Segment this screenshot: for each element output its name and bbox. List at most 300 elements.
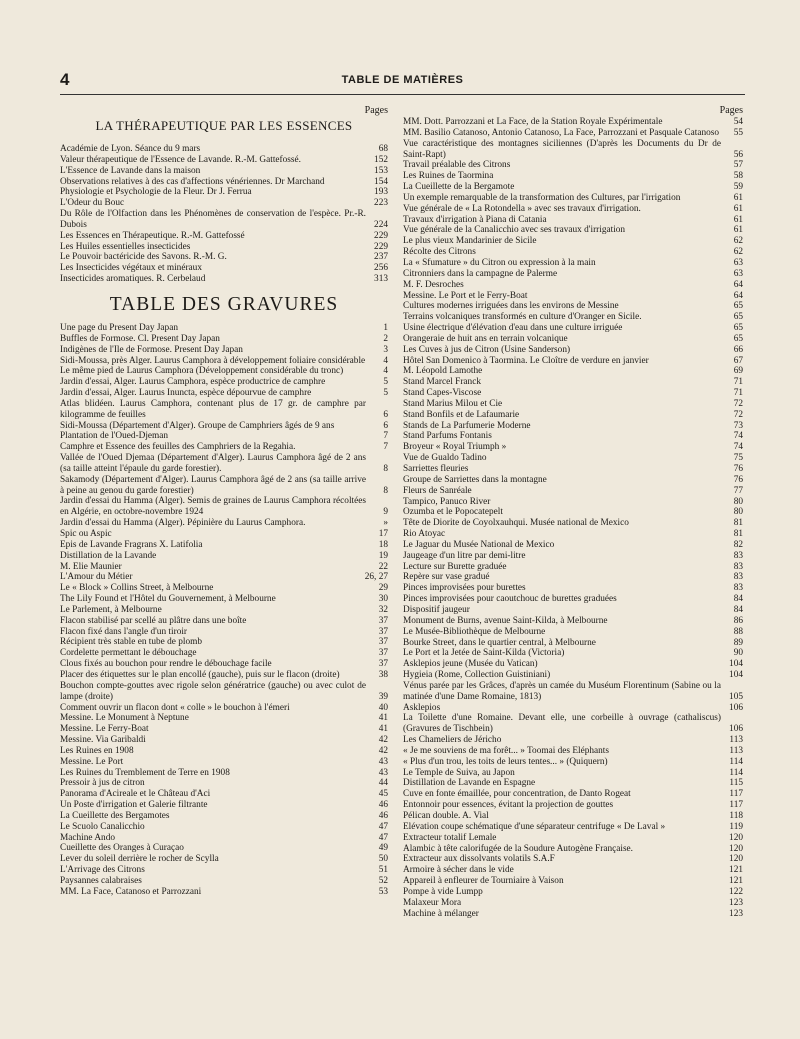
- toc-entry: [60, 746, 388, 757]
- entry-page-number: 40: [378, 702, 388, 713]
- toc-entry: [403, 442, 743, 453]
- entry-title: Insecticides aromatiques. R. Cerbelaud: [60, 274, 206, 285]
- entry-title: Vallée de l'Oued Djemaa (Département d'Alger). Laurus Camphora âgé de 2 ans (sa taille atteint l'épaule du garde forestier).: [60, 453, 366, 474]
- toc-entry: [403, 778, 743, 789]
- entry-page-number: 115: [729, 778, 743, 789]
- toc-entry: [60, 144, 388, 155]
- toc-entry: [403, 215, 743, 226]
- entry-title: « Je me souviens de ma forêt... » Toomai des Eléphants: [403, 745, 609, 756]
- entry-title: Les Cuves à jus de Citron (Usine Sanderson): [403, 344, 571, 355]
- toc-entry: [403, 735, 743, 746]
- toc-entry: [403, 757, 743, 768]
- entry-page-number: 49: [378, 843, 388, 854]
- entry-title: Stand Marius Milou et Cie: [403, 398, 503, 409]
- entry-title: Extracteur aux dissolvants volatils S.A.F: [403, 854, 555, 865]
- entry-title: Flacon fixé dans l'angle d'un tiroir: [60, 626, 188, 637]
- entry-title: Terrains volcaniques transformés en culture d'Oranger en Sicile.: [403, 312, 642, 323]
- entry-title: Vue caractéristique des montagnes siciliennes (D'après les Documents du Dr de Saint-Rapt): [403, 138, 721, 160]
- toc-entry: [403, 334, 743, 345]
- left-column: [60, 104, 388, 898]
- essences-list: [60, 144, 388, 285]
- toc-entry: [403, 562, 743, 573]
- toc-entry: [60, 166, 388, 177]
- entry-title: Elévation coupe schématique d'une séparateur centrifuge « De Laval »: [403, 821, 666, 832]
- toc-entry: [403, 789, 743, 800]
- entry-page-number: 26, 27: [364, 572, 388, 583]
- entry-title: Usine électrique d'élévation d'eau dans une culture irriguée: [403, 323, 623, 334]
- entry-page-number: 29: [378, 583, 388, 594]
- entry-page-number: 42: [378, 745, 388, 756]
- toc-entry: [403, 486, 743, 497]
- toc-entry: [403, 648, 743, 659]
- entry-page-number: 65: [733, 301, 743, 312]
- toc-entry: [60, 735, 388, 746]
- toc-entry: [403, 388, 743, 399]
- entry-page-number: 81: [733, 518, 743, 529]
- entry-title: Un Poste d'irrigation et Galerie filtrante: [60, 800, 208, 811]
- entry-page-number: 118: [729, 811, 743, 821]
- entry-page-number: 86: [733, 615, 743, 626]
- gravures-title: TABLE DES GRAVURES: [109, 293, 339, 315]
- entry-title: Messine. Le Ferry-Boat: [60, 724, 149, 735]
- entry-page-number: 121: [729, 865, 743, 876]
- entry-page-number: 152: [374, 154, 388, 165]
- entry-page-number: 256: [374, 263, 388, 274]
- toc-entry: [403, 713, 743, 735]
- toc-entry: [403, 204, 743, 215]
- toc-entry: [60, 637, 388, 648]
- entry-page-number: 106: [729, 724, 743, 735]
- entry-title: Le Pouvoir bactéricide des Savons. R.-M. G.: [60, 252, 227, 263]
- entry-page-number: 66: [733, 344, 743, 355]
- entry-title: Cordelette permettant le débouchage: [60, 648, 197, 659]
- entry-title: La Toilette d'une Romaine. Devant elle, une corbeille à ouvrage (cathaliscus) (Gravures de Tischbein): [403, 713, 721, 735]
- entry-title: Bourke Street, dans le quartier central, à Melbourne: [403, 637, 596, 648]
- entry-title: Plantation de l'Oued-Djeman: [60, 431, 169, 442]
- entry-title: Extracteur totalif Lemale: [403, 832, 497, 843]
- entry-page-number: 47: [378, 821, 388, 832]
- entry-page-number: 54: [733, 117, 743, 127]
- entry-page-number: 76: [733, 464, 743, 474]
- toc-entry: [60, 659, 388, 670]
- toc-entry: [60, 529, 388, 540]
- entry-page-number: 81: [733, 529, 743, 540]
- entry-page-number: 83: [733, 550, 743, 561]
- entry-title: Messine. Via Garibaldi: [60, 735, 146, 746]
- toc-entry: [403, 583, 743, 594]
- entry-page-number: 114: [729, 756, 743, 767]
- toc-entry: [60, 431, 388, 442]
- entry-page-number: 58: [733, 171, 743, 182]
- pages-label: Pages: [364, 105, 388, 116]
- toc-entry: [60, 231, 388, 242]
- toc-entry: [403, 301, 743, 312]
- entry-title: Dispositif jaugeur: [403, 604, 470, 615]
- entry-page-number: 104: [729, 659, 743, 670]
- toc-entry: [403, 540, 743, 551]
- toc-entry: [60, 670, 388, 681]
- toc-entry: [403, 139, 743, 161]
- entry-page-number: 84: [733, 604, 743, 615]
- entry-page-number: 55: [733, 127, 743, 138]
- entry-page-number: 57: [733, 160, 743, 171]
- entry-title: Armoire à sécher dans le vide: [403, 865, 514, 876]
- toc-entry: [60, 594, 388, 605]
- entry-page-number: 229: [374, 230, 388, 241]
- entry-title: « Plus d'un trou, les toits de leurs tentes... » (Quiquern): [403, 756, 608, 767]
- entry-title: Les Ruines en 1908: [60, 745, 134, 756]
- entry-title: Du Rôle de l'Olfaction dans les Phénomènes de conservation de l'espèce. Pr.-R. Dubois: [60, 209, 366, 230]
- entry-page-number: 65: [733, 333, 743, 344]
- toc-entry: [403, 269, 743, 280]
- toc-entry: [403, 291, 743, 302]
- toc-entry: [60, 242, 388, 253]
- entry-title: Messine. Le Port: [60, 756, 124, 767]
- entry-title: Entonnoir pour essences, évitant la projection de gouttes: [403, 800, 614, 811]
- toc-entry: [403, 833, 743, 844]
- toc-entry: [403, 627, 743, 638]
- toc-entry: [403, 507, 743, 518]
- entry-page-number: 3: [383, 344, 388, 355]
- toc-entry: [60, 562, 388, 573]
- toc-entry: [403, 811, 743, 822]
- toc-entry: [403, 117, 743, 128]
- entry-title: La « Sfumature » du Citron ou expression à la main: [403, 257, 596, 268]
- entry-page-number: 4: [383, 355, 388, 366]
- entry-page-number: 84: [733, 594, 743, 605]
- toc-entry: [403, 453, 743, 464]
- toc-entry: [403, 323, 743, 334]
- entry-title: Indigènes de l'Ile de Formose. Present Day Japan: [60, 344, 243, 355]
- toc-entry: [60, 887, 388, 898]
- toc-entry: [403, 431, 743, 442]
- entry-title: Bouchon compte-gouttes avec rigole selon génératrice (gauche) ou avec culot de lampe (droite): [60, 680, 366, 702]
- entry-title: Jardin d'essai, Alger. Laurus Camphora, espèce productrice de camphre: [60, 377, 326, 388]
- gravures-list-continued: [403, 117, 743, 919]
- entry-title: MM. La Face, Catanoso et Parrozzani: [60, 886, 202, 897]
- entry-page-number: 71: [733, 377, 743, 388]
- entry-title: Sarriettes fleuries: [403, 464, 469, 474]
- entry-title: Malaxeur Mora: [403, 897, 462, 908]
- entry-page-number: 6: [383, 409, 388, 420]
- entry-title: Pressoir à jus de citron: [60, 778, 145, 789]
- entry-page-number: 42: [378, 735, 388, 746]
- toc-entry: [403, 605, 743, 616]
- entry-page-number: 18: [378, 539, 388, 550]
- entry-page-number: 113: [729, 735, 743, 746]
- entry-page-number: 61: [733, 192, 743, 203]
- entry-title: Lever du soleil derrière le rocher de Scylla: [60, 854, 219, 865]
- toc-entry: [403, 887, 743, 898]
- entry-page-number: 37: [378, 648, 388, 659]
- toc-entry: [403, 356, 743, 367]
- entry-title: Un exemple remarquable de la transformation des Cultures, par l'irrigation: [403, 192, 681, 203]
- toc-entry: [60, 155, 388, 166]
- entry-title: Citronniers dans la campagne de Palerme: [403, 268, 558, 279]
- toc-entry: [403, 366, 743, 377]
- toc-entry: [60, 496, 388, 518]
- entry-page-number: 80: [733, 507, 743, 518]
- toc-entry: [403, 312, 743, 323]
- toc-entry: [403, 160, 743, 171]
- entry-page-number: 41: [378, 713, 388, 724]
- toc-entry: [403, 898, 743, 909]
- toc-entry: [403, 865, 743, 876]
- entry-title: Travail préalable des Citrons: [403, 160, 511, 171]
- toc-entry: [403, 768, 743, 779]
- entry-page-number: 69: [733, 366, 743, 377]
- entry-title: Le Jaguar du Musée National de Mexico: [403, 539, 555, 550]
- entry-title: Académie de Lyon. Séance du 9 mars: [60, 144, 201, 154]
- entry-title: Le Temple de Suiva, au Japon: [403, 767, 515, 778]
- entry-page-number: 43: [378, 756, 388, 767]
- running-header: [60, 70, 745, 95]
- toc-entry: [403, 659, 743, 670]
- toc-entry: [403, 345, 743, 356]
- entry-page-number: 123: [729, 908, 743, 919]
- toc-entry: [403, 193, 743, 204]
- entry-page-number: 22: [378, 561, 388, 572]
- entry-page-number: 117: [729, 800, 743, 811]
- entry-page-number: 68: [378, 144, 388, 154]
- entry-title: Orangeraie de huit ans en terrain volcanique: [403, 333, 568, 344]
- entry-page-number: 56: [733, 149, 743, 160]
- toc-entry: [403, 464, 743, 475]
- toc-entry: [403, 280, 743, 291]
- toc-entry: [60, 252, 388, 263]
- entry-title: Ozumba et le Popocatepelt: [403, 507, 503, 518]
- toc-entry: [403, 616, 743, 627]
- entry-page-number: 122: [729, 886, 743, 897]
- toc-entry: [403, 171, 743, 182]
- pages-label: Pages: [719, 105, 743, 116]
- entry-title: Travaux d'irrigation à Piana di Catania: [403, 214, 547, 225]
- entry-page-number: 193: [374, 187, 388, 198]
- toc-entry: [403, 746, 743, 757]
- entry-page-number: 73: [733, 420, 743, 431]
- entry-page-number: 106: [729, 702, 743, 713]
- toc-entry: [403, 475, 743, 486]
- toc-entry: [403, 399, 743, 410]
- entry-title: Le Scuolo Canalicchio: [60, 821, 145, 832]
- entry-title: Pompe à vide Lumpp: [403, 886, 483, 897]
- entry-title: La Cueillette de la Bergamote: [403, 182, 515, 193]
- toc-entry: [60, 421, 388, 432]
- entry-title: Distillation de la Lavande: [60, 550, 157, 561]
- entry-page-number: 123: [729, 897, 743, 908]
- entry-title: Appareil à enfleurer de Tourniaire à Vaison: [403, 876, 564, 887]
- entry-title: Le Musée-Bibliothèque de Melbourne: [403, 626, 546, 637]
- toc-entry: [403, 800, 743, 811]
- entry-title: Asklepios: [403, 702, 441, 713]
- entry-page-number: 72: [733, 409, 743, 420]
- toc-entry: [403, 638, 743, 649]
- toc-entry: [60, 540, 388, 551]
- toc-entry: [403, 236, 743, 247]
- toc-entry: [60, 713, 388, 724]
- entry-title: Clous fixés au bouchon pour rendre le débouchage facile: [60, 659, 272, 670]
- entry-title: Jaugeage d'un litre par demi-litre: [403, 550, 526, 561]
- entry-title: Stand Marcel Franck: [403, 377, 481, 388]
- toc-entry: [60, 442, 388, 453]
- entry-title: Sakamody (Département d'Alger). Laurus Camphora âgé de 2 ans (sa taille arrive à peine au genou du garde forestier): [60, 474, 366, 496]
- entry-page-number: 105: [729, 691, 743, 702]
- entry-title: Vénus parée par les Grâces, d'après un camée du Muséum Florentinum (Sabine ou la matinée d'une Dame Romaine, 1813): [403, 680, 721, 702]
- toc-entry: [403, 703, 743, 714]
- toc-entry: [403, 225, 743, 236]
- toc-entry: [60, 627, 388, 638]
- toc-entry: [403, 844, 743, 855]
- toc-entry: [403, 551, 743, 562]
- toc-entry: [60, 681, 388, 703]
- entry-title: Lecture sur Burette graduée: [403, 561, 507, 572]
- toc-entry: [403, 594, 743, 605]
- entry-title: Messine. Le Port et le Ferry-Boat: [403, 290, 528, 301]
- entry-title: Les Insecticides végétaux et minéraux: [60, 263, 202, 274]
- entry-page-number: 47: [378, 832, 388, 843]
- entry-title: Physiologie et Psychologie de la Fleur. Dr J. Ferrua: [60, 187, 252, 198]
- entry-page-number: 45: [378, 789, 388, 800]
- entry-title: Le même pied de Laurus Camphora (Développement considérable du tronc): [60, 366, 344, 377]
- entry-page-number: 65: [733, 312, 743, 323]
- entry-page-number: 46: [378, 810, 388, 821]
- toc-entry: [403, 876, 743, 887]
- toc-entry: [403, 128, 743, 139]
- toc-entry: [60, 345, 388, 356]
- entry-page-number: 83: [733, 572, 743, 583]
- toc-entry: [60, 822, 388, 833]
- entry-page-number: 61: [733, 203, 743, 214]
- entry-page-number: 9: [383, 507, 388, 518]
- entry-title: Rio Atoyac: [403, 529, 446, 540]
- toc-entry: [60, 724, 388, 735]
- entry-page-number: 30: [378, 594, 388, 605]
- entry-title: Le « Block » Collins Street, à Melbourne: [60, 583, 214, 594]
- entry-page-number: 37: [378, 626, 388, 637]
- entry-title: Messine. Le Monument à Neptune: [60, 713, 189, 724]
- entry-title: Le plus vieux Mandarinier de Sicile: [403, 236, 537, 247]
- entry-title: Epis de Lavande Fragrans X. Latifolia: [60, 539, 203, 550]
- entry-page-number: 7: [383, 431, 388, 442]
- entry-title: Spic ou Aspic: [60, 529, 112, 539]
- entry-title: La Cueillette des Bergamotes: [60, 810, 170, 821]
- toc-entry: [403, 497, 743, 508]
- entry-title: MM. Dott. Parrozzani et La Face, de la Station Royale Expérimentale: [403, 117, 663, 127]
- entry-title: Camphre et Essence des feuilles des Camphriers de la Regahia.: [60, 442, 296, 453]
- entry-page-number: 119: [729, 821, 743, 832]
- entry-page-number: 114: [729, 767, 743, 778]
- entry-title: MM. Basilio Catanoso, Antonio Catanoso, La Face, Parrozzani et Pasquale Catanoso: [403, 127, 720, 138]
- toc-entry: [60, 583, 388, 594]
- entry-page-number: 83: [733, 583, 743, 594]
- entry-page-number: 83: [733, 561, 743, 572]
- toc-entry: [60, 865, 388, 876]
- entry-title: Le Parlement, à Melbourne: [60, 604, 162, 615]
- entry-title: Stand Capes-Viscose: [403, 388, 482, 399]
- toc-entry: [403, 518, 743, 529]
- entry-title: Les Chameliers de Jéricho: [403, 735, 502, 746]
- entry-page-number: 120: [729, 832, 743, 843]
- entry-page-number: 88: [733, 626, 743, 637]
- toc-entry: [60, 572, 388, 583]
- entry-title: Atlas blidéen. Laurus Camphora, contenant plus de 17 gr. de camphre par kilogramme de feuilles: [60, 398, 366, 420]
- entry-page-number: 121: [729, 876, 743, 887]
- running-title: TABLE DE MATIÈRES: [341, 74, 464, 86]
- entry-title: Hygieia (Rome, Collection Guistiniani): [403, 670, 551, 681]
- entry-title: Le Port et la Jetée de Saint-Kilda (Victoria): [403, 648, 565, 659]
- entry-title: L'Essence de Lavande dans la maison: [60, 165, 201, 176]
- entry-title: M. F. Desroches: [403, 279, 464, 290]
- entry-title: Pélican double. A. Vial: [403, 811, 489, 821]
- entry-page-number: 71: [733, 388, 743, 399]
- entry-page-number: 1: [383, 322, 388, 333]
- entry-title: Broyeur « Royal Triumph »: [403, 442, 507, 453]
- entry-page-number: 19: [378, 550, 388, 561]
- entry-title: Pinces improvisées pour burettes: [403, 583, 526, 594]
- entry-page-number: 104: [729, 670, 743, 681]
- entry-title: Jardin d'essai du Hamma (Alger). Pépinière du Laurus Camphora.: [60, 518, 306, 529]
- entry-page-number: 120: [729, 854, 743, 865]
- entry-title: Observations relatives à des cas d'affections vénériennes. Dr Marchand: [60, 176, 325, 187]
- toc-entry: [60, 833, 388, 844]
- toc-entry: [60, 757, 388, 768]
- entry-page-number: 53: [378, 886, 388, 897]
- entry-page-number: 7: [383, 442, 388, 453]
- entry-title: Distillation de Lavande en Espagne: [403, 778, 536, 789]
- entry-title: Jardin d'essai, Alger. Laurus Inuncta, espèce dépourvue de camphre: [60, 388, 312, 399]
- entry-page-number: 51: [378, 865, 388, 876]
- toc-entry: [403, 681, 743, 703]
- entry-page-number: 223: [374, 198, 388, 209]
- entry-page-number: 72: [733, 398, 743, 409]
- entry-title: Machine à mélanger: [403, 908, 479, 919]
- toc-entry: [60, 453, 388, 475]
- toc-entry: [60, 854, 388, 865]
- toc-entry: [60, 274, 388, 285]
- toc-entry: [403, 421, 743, 432]
- toc-entry: [60, 177, 388, 188]
- entry-page-number: 5: [383, 388, 388, 399]
- toc-entry: [403, 377, 743, 388]
- entry-page-number: 61: [733, 225, 743, 236]
- entry-title: Panorama d'Acireale et le Château d'Aci: [60, 789, 211, 800]
- entry-title: M. Léopold Lamothe: [403, 366, 483, 377]
- toc-entry: [403, 572, 743, 583]
- toc-entry: [403, 182, 743, 193]
- entry-page-number: 74: [733, 431, 743, 442]
- toc-entry: [60, 263, 388, 274]
- entry-title: L'Odeur du Bouc: [60, 198, 125, 209]
- entry-title: Groupe de Sarriettes dans la montagne: [403, 474, 547, 485]
- toc-entry: [60, 778, 388, 789]
- entry-page-number: 229: [374, 241, 388, 252]
- entry-page-number: 46: [378, 800, 388, 811]
- toc-entry: [60, 198, 388, 209]
- entry-page-number: 75: [733, 453, 743, 464]
- entry-page-number: 117: [729, 789, 743, 800]
- toc-entry: [60, 800, 388, 811]
- entry-title: Stand Parfums Fontanis: [403, 431, 492, 442]
- entry-title: Repère sur vase gradué: [403, 572, 490, 583]
- entry-page-number: 224: [374, 219, 388, 230]
- toc-entry: [60, 518, 388, 529]
- entry-page-number: 82: [733, 539, 743, 550]
- entry-title: Stand Bonfils et de Lafaumarie: [403, 409, 520, 420]
- entry-title: Vue de Gualdo Tadino: [403, 453, 487, 464]
- toc-entry: [60, 366, 388, 377]
- entry-title: Valeur thérapeutique de l'Essence de Lavande. R.-M. Gattefossé.: [60, 154, 301, 165]
- entry-page-number: 37: [378, 615, 388, 626]
